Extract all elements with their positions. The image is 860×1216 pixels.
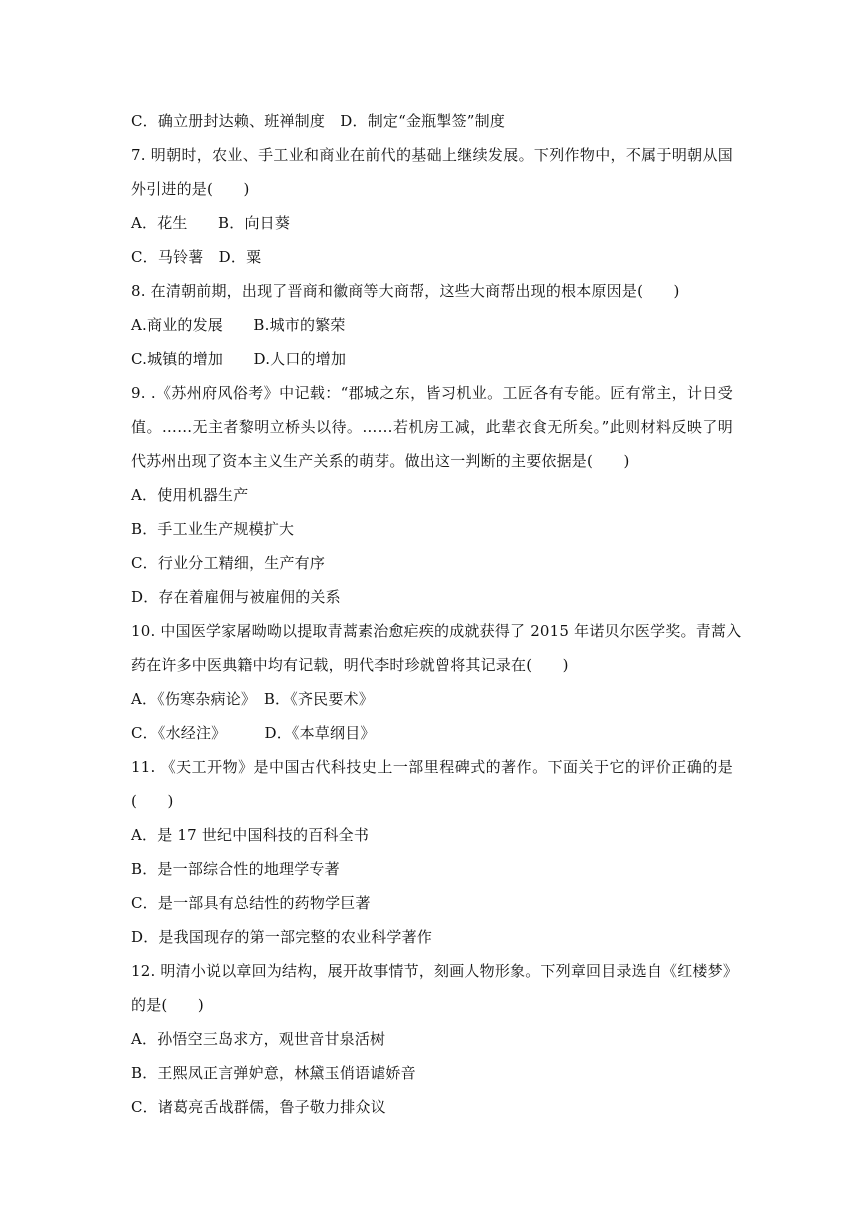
q12-option-b: B．王熙凤正言弹妒意，林黛玉俏语谑娇音 — [131, 1064, 416, 1082]
q11-option-c: C．是一部具有总结性的药物学巨著 — [131, 894, 371, 912]
q12-stem-line-2: 的是( ) — [131, 996, 204, 1014]
q9-option-a: A．使用机器生产 — [131, 486, 249, 504]
q11-stem-line-2: ( ) — [131, 792, 174, 810]
q11-option-b: B．是一部综合性的地理学专著 — [131, 860, 340, 878]
q8-option-c-d: C.城镇的增加 D.人口的增加 — [131, 350, 347, 368]
q11-option-a: A．是 17 世纪中国科技的百科全书 — [131, 826, 370, 844]
q7-stem-line-1: 7. 明朝时，农业、手工业和商业在前代的基础上继续发展。下列作物中，不属于明朝从国 — [131, 146, 733, 164]
q12-option-a: A．孙悟空三岛求方，观世音甘泉活树 — [131, 1030, 386, 1048]
document-page — [131, 104, 742, 1124]
q9-stem-line-3: 代苏州出现了资本主义生产关系的萌芽。做出这一判断的主要依据是( ) — [131, 452, 630, 470]
q7-option-c-d: C．马铃薯 D．粟 — [131, 248, 262, 266]
q10-stem-line-1: 10. 中国医学家屠呦呦以提取青蒿素治愈疟疾的成就获得了 2015 年诺贝尔医学奖。青蒿入 — [131, 622, 742, 640]
q9-stem-line-2: 值。……无主者黎明立桥头以待。……若机房工减，此辈衣食无所矣。”此则材料反映了明 — [131, 418, 733, 436]
q9-option-c: C．行业分工精细，生产有序 — [131, 554, 326, 572]
q6-option-c-d: C．确立册封达赖、班禅制度 D．制定“金瓶掣签”制度 — [131, 112, 506, 130]
q9-stem-line-1: 9. .《苏州府风俗考》中记载：“郡城之东，皆习机业。工匠各有专能。匠有常主，计日受 — [131, 384, 733, 402]
q7-stem-line-2: 外引进的是( ) — [131, 180, 250, 198]
q10-stem-line-2: 药在许多中医典籍中均有记载，明代李时珍就曾将其记录在( ) — [131, 656, 569, 674]
q8-option-a-b: A.商业的发展 B.城市的繁荣 — [131, 316, 346, 334]
q7-option-a-b: A．花生 B．向日葵 — [131, 214, 291, 232]
q10-option-a-b: A．《伤寒杂病论》 B．《齐民要术》 — [131, 690, 374, 708]
q11-stem-line-1: 11. 《天工开物》是中国古代科技史上一部里程碑式的著作。下面关于它的评价正确的是 — [131, 758, 733, 776]
q11-option-d: D．是我国现存的第一部完整的农业科学著作 — [131, 928, 433, 946]
q10-option-c-d: C．《水经注》 D．《本草纲目》 — [131, 724, 376, 742]
q9-option-b: B．手工业生产规模扩大 — [131, 520, 295, 538]
q8-stem: 8. 在清朝前期，出现了晋商和徽商等大商帮，这些大商帮出现的根本原因是( ) — [131, 282, 680, 300]
q12-stem-line-1: 12. 明清小说以章回为结构，展开故事情节，刻画人物形象。下列章回目录选自《红楼梦》 — [131, 962, 739, 980]
q12-option-c: C．诸葛亮舌战群儒，鲁子敬力排众议 — [131, 1098, 386, 1116]
q9-option-d: D．存在着雇佣与被雇佣的关系 — [131, 588, 341, 606]
